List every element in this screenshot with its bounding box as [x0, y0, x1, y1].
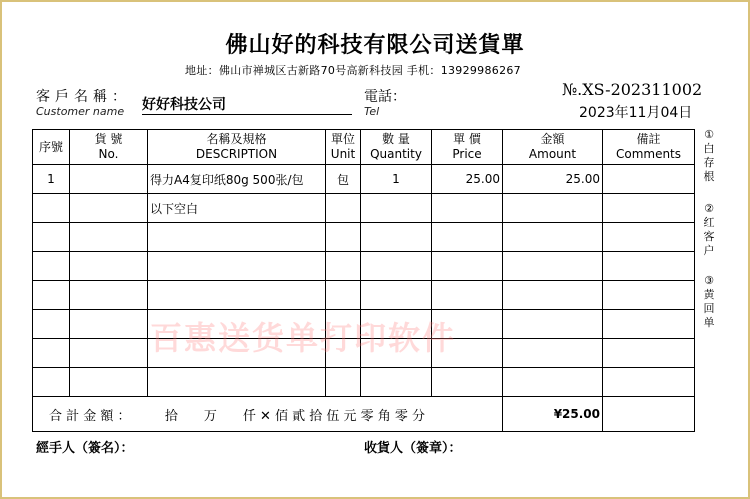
col-header: 備註 Comments [603, 130, 695, 165]
cell-comments [603, 339, 695, 368]
cell-amount [503, 194, 603, 223]
total-cell [33, 397, 503, 432]
items-table [32, 129, 695, 432]
cell-index [33, 310, 70, 339]
copy-label-white [702, 128, 716, 184]
cell-price [432, 281, 503, 310]
cell-comments [603, 368, 695, 397]
table-row [33, 194, 695, 223]
cell-amount [503, 339, 603, 368]
cell-comments [603, 194, 695, 223]
cell-unit [326, 223, 361, 252]
cell-code [70, 223, 148, 252]
cell-amount [503, 310, 603, 339]
cell-description [148, 368, 326, 397]
handler-signature-label: 經手人（簽名）： [36, 441, 134, 456]
cell-unit [326, 194, 361, 223]
cell-unit: 包 [326, 165, 361, 194]
cell-quantity [361, 281, 432, 310]
cell-index [33, 339, 70, 368]
cell-index [33, 252, 70, 281]
cell-code [70, 368, 148, 397]
cell-code [70, 252, 148, 281]
cell-quantity: 1 [361, 165, 432, 194]
cell-unit [326, 281, 361, 310]
copy-text: 红客户 [703, 216, 715, 257]
cell-price [432, 368, 503, 397]
col-header: 金額 Amount [503, 130, 603, 165]
customer-label: 客戶名稱： [36, 89, 131, 105]
company-address: 地址：佛山市禅城区古新路70号高新科技园 手机：13929986267 [185, 64, 521, 77]
cell-amount [503, 281, 603, 310]
col-header: 序號 [33, 130, 70, 165]
cell-unit [326, 368, 361, 397]
cell-quantity [361, 223, 432, 252]
cell-quantity [361, 252, 432, 281]
table-row [33, 281, 695, 310]
cell-comments [603, 223, 695, 252]
cell-quantity [361, 194, 432, 223]
cell-price [432, 252, 503, 281]
table-row [33, 223, 695, 252]
col-header: 名稱及規格 DESCRIPTION [148, 130, 326, 165]
cell-index: 1 [33, 165, 70, 194]
cell-code [70, 310, 148, 339]
total-row [33, 397, 695, 432]
watermark-text: 百惠送货单打印软件 [150, 319, 457, 357]
cell-amount [503, 252, 603, 281]
table-row [33, 165, 695, 194]
cell-comments [603, 165, 695, 194]
table-row [33, 252, 695, 281]
cell-description: 得力A4复印纸80g 500张/包 [148, 165, 326, 194]
cell-index [33, 223, 70, 252]
table-row [33, 368, 695, 397]
receiver-signature-label: 收貨人（簽章）： [364, 441, 462, 456]
total-amount: ¥25.00 [503, 397, 603, 432]
cell-code [70, 281, 148, 310]
copy-num: ② [704, 202, 714, 215]
customer-sub-label: Customer name [36, 105, 125, 118]
phone-label: 電話： [364, 89, 406, 105]
cell-code [70, 339, 148, 368]
cell-description [148, 281, 326, 310]
cell-description: 以下空白 [148, 194, 326, 223]
document-date: 2023年11月04日 [579, 105, 693, 121]
cell-price [432, 194, 503, 223]
cell-quantity [361, 368, 432, 397]
cell-price: 25.00 [432, 165, 503, 194]
col-header: 單 價 Price [432, 130, 503, 165]
col-header: 單位 Unit [326, 130, 361, 165]
cell-unit [326, 252, 361, 281]
total-label: 合 計 金 額 ： [49, 408, 131, 424]
cell-description [148, 223, 326, 252]
col-header: 數 量 Quantity [361, 130, 432, 165]
customer-underline [142, 114, 352, 115]
cell-comments [603, 252, 695, 281]
copy-label-red [702, 202, 716, 258]
copy-label-yellow [702, 274, 716, 330]
cell-amount [503, 223, 603, 252]
cell-comments [603, 310, 695, 339]
cell-code [70, 165, 148, 194]
col-header: 貨 號 No. [70, 130, 148, 165]
cell-index [33, 281, 70, 310]
copy-num: ③ [704, 274, 714, 287]
table-header-row [33, 130, 695, 165]
cell-description [148, 252, 326, 281]
total-comments [603, 397, 695, 432]
cell-code [70, 194, 148, 223]
document-title: 佛山好的科技有限公司送貨單 [225, 32, 525, 58]
customer-name: 好好科技公司 [142, 97, 226, 113]
copy-num: ① [704, 128, 714, 141]
phone-sub-label: Tel [364, 105, 380, 118]
cell-amount [503, 368, 603, 397]
total-in-words: 拾 万 仟 ✕ 佰 貳 拾 伍 元 零 角 零 分 [164, 408, 426, 424]
document-number: №.XS-202311002 [562, 80, 703, 99]
cell-comments [603, 281, 695, 310]
cell-index [33, 368, 70, 397]
cell-amount: 25.00 [503, 165, 603, 194]
copy-text: 白存根 [703, 142, 715, 183]
cell-price [432, 223, 503, 252]
copy-text: 黄回单 [703, 288, 715, 329]
cell-index [33, 194, 70, 223]
